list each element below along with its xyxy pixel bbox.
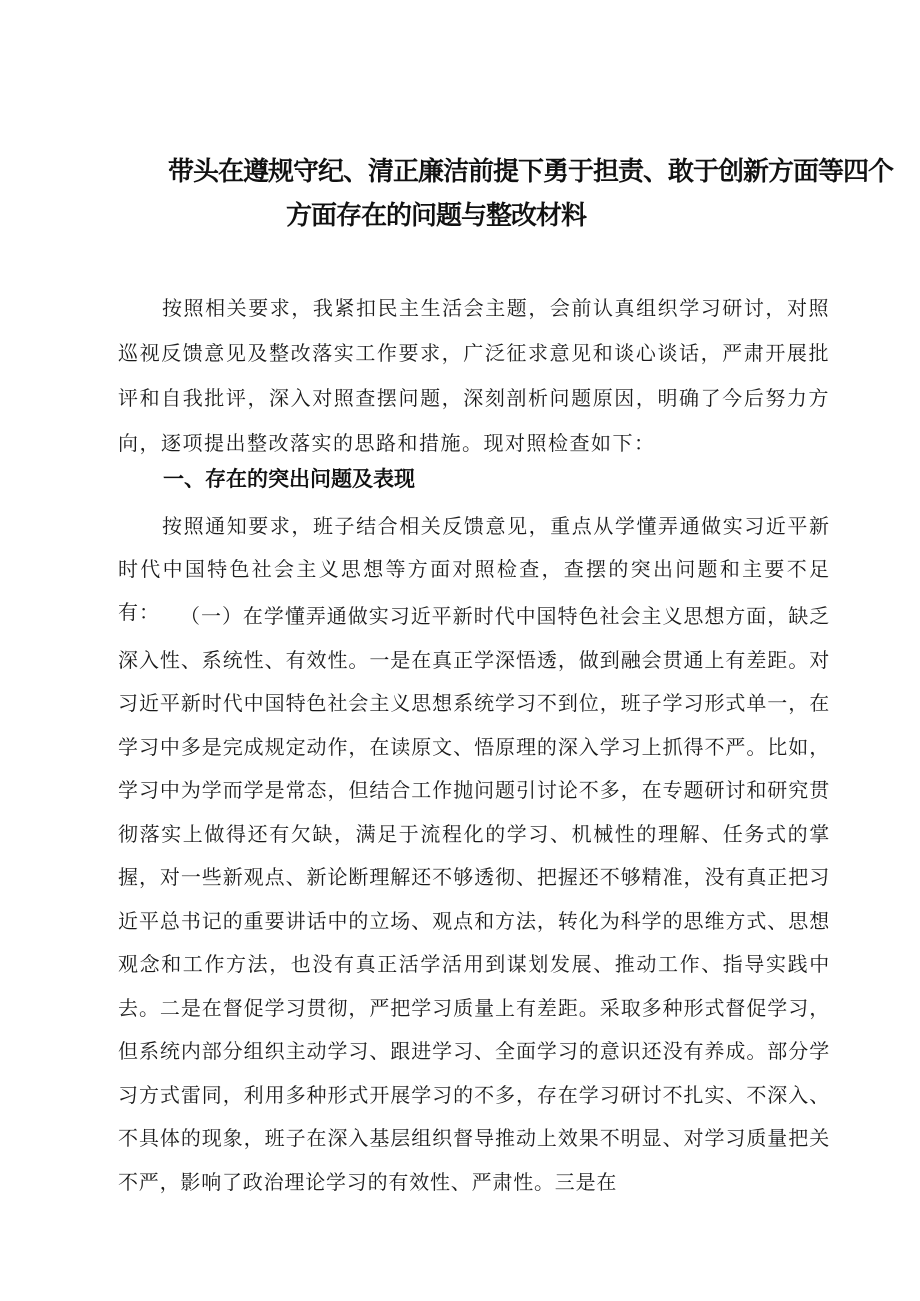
document-title-line-2: 方面存在的问题与整改材料 [286, 201, 587, 231]
section-heading-1: 一、存在的突出问题及表现 [163, 467, 415, 491]
document-title-line-1: 带头在遵规守纪、清正廉洁前提下勇于担责、敢于创新方面等四个 [168, 157, 894, 187]
subsection-1-paragraph: （一）在学懂弄通做实习近平新时代中国特色社会主义思想方面，缺乏深入性、系统性、有效性。一是在真正学深悟透，做到融会贯通上有差距。对习近平新时代中国特色社会主义思想系统学习不到位，班子学习形式单一，在学习中多是完成规定动作，在读原文、悟原理的深入学习上抓得不严。比如，学习中为学而学是常态，但结合工作抛问题引讨论不多，在专题研讨和研究贯彻落实上做得还有欠缺，满足于流程化的学习、机械性的理解、任务式的掌握，对一些新观点、新论断理解还不够透彻、把握还不够精准，没有真正把习近平总书记的重要讲话中的立场、观点和方法，转化为科学的思维方式、思想观念和工作方法，也没有真正活学活用到谋划发展、推动工作、指导实践中去。二是在督促学习贯彻，严把学习质量上有差距。采取多种形式督促学习，但系统内部分组织主动学习、跟进学习、全面学习的意识还没有养成。部分学习方式雷同，利用多种形式开展学习的不多，存在学习研讨不扎实、不深入、不具体的现象，班子在深入基层组织督导推动上效果不明显、对学习质量把关不严，影响了政治理论学习的有效性、严肃性。三是在 [118, 604, 830, 1194]
intro-paragraph: 按照相关要求，我紧扣民主生活会主题，会前认真组织学习研讨，对照巡视反馈意见及整改落实工作要求，广泛征求意见和谈心谈话，严肃开展批评和自我批评，深入对照查摆问题，深刻剖析问题原因，明确了今后努力方向，逐项提出整改落实的思路和措施。现对照检查如下： [118, 296, 830, 455]
section-1-paragraph: 按照通知要求，班子结合相关反馈意见，重点从学懂弄通做实习近平新时代中国特色社会主义思想等方面对照检查，查摆的突出问题和主要不足有： [118, 514, 830, 624]
